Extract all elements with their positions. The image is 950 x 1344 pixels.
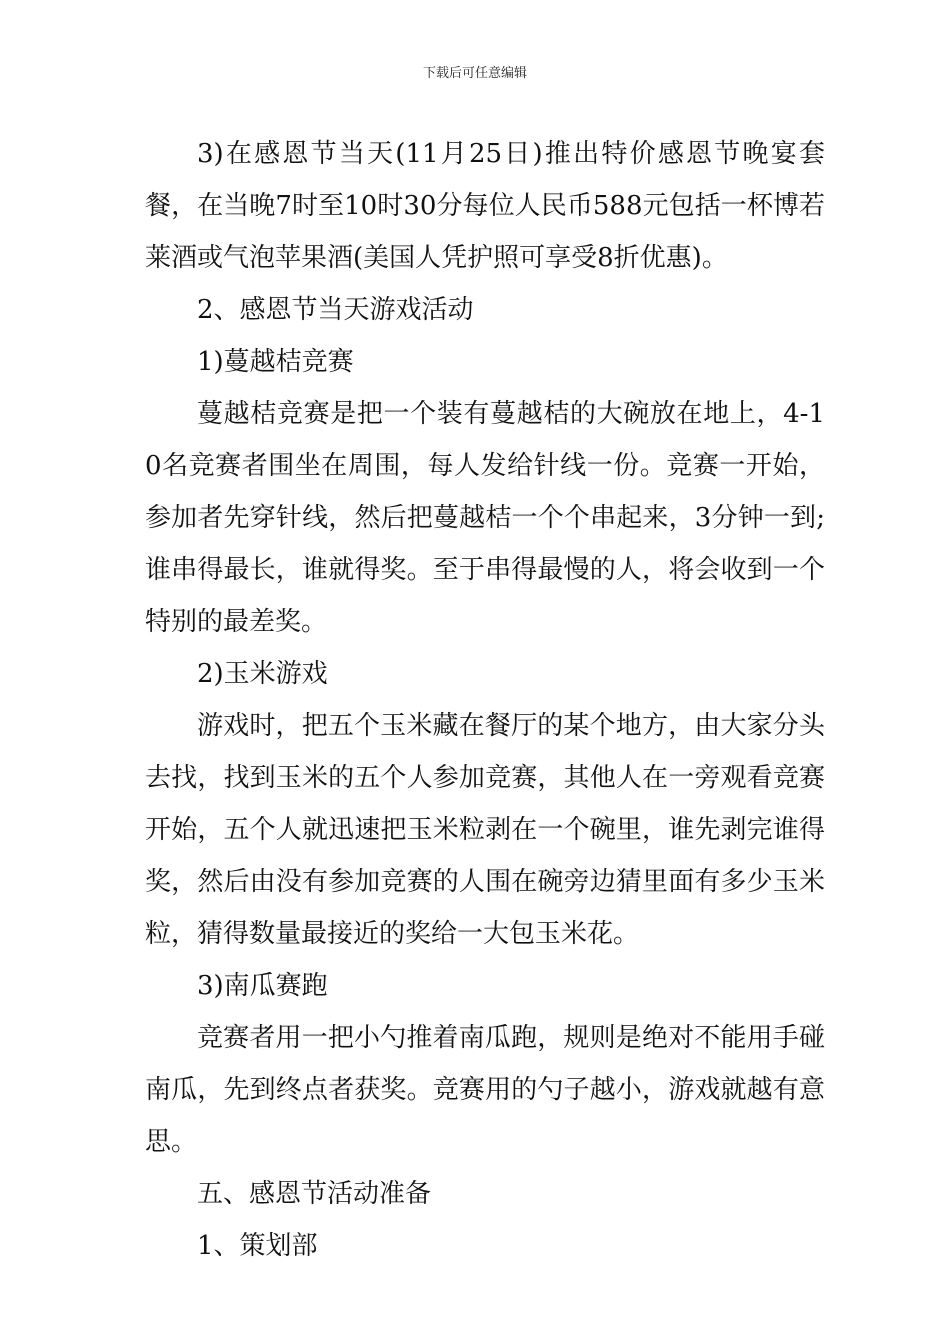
paragraph-corn-game: 游戏时，把五个玉米藏在餐厅的某个地方，由大家分头去找，找到玉米的五个人参加竞赛，其他人在一旁观看竞赛开始，五个人就迅速把玉米粒剥在一个碗里，谁先剥完谁得奖，然后由没有参加竞赛的人围在碗旁边猜里面有多少玉米粒，猜得数量最接近的奖给一大包玉米花。 [145, 711, 825, 949]
heading-cranberry-contest: 1)蔓越桔竞赛 [197, 347, 354, 377]
paragraph-pumpkin-race: 竞赛者用一把小勺推着南瓜跑，规则是绝对不能用手碰南瓜，先到终点者获奖。竞赛用的勺子越小，游戏就越有意思。 [145, 1023, 825, 1157]
page-header: 下载后可任意编辑 [422, 66, 527, 81]
heading-corn-game: 2)玉米游戏 [197, 659, 328, 689]
heading-games: 2、感恩节当天游戏活动 [197, 295, 474, 325]
paragraph-set-menu: 3)在感恩节当天(11月25日)推出特价感恩节晚宴套餐，在当晚7时至10时30分每位人民币588元包括一杯博若莱酒或气泡苹果酒(美国人凭护照可享受8折优惠)。 [145, 139, 825, 273]
heading-pumpkin-race: 3)南瓜赛跑 [197, 971, 328, 1001]
heading-preparation: 五、感恩节活动准备 [197, 1179, 432, 1209]
paragraph-cranberry-contest: 蔓越桔竞赛是把一个装有蔓越桔的大碗放在地上，4-10名竞赛者围坐在周围，每人发给针线一份。竞赛一开始，参加者先穿针线，然后把蔓越桔一个个串起来，3分钟一到;谁串得最长，谁就得奖。至于串得最慢的人，将会收到一个特别的最差奖。 [145, 399, 825, 637]
heading-planning-dept: 1、策划部 [197, 1231, 318, 1261]
document-body [145, 128, 825, 1272]
